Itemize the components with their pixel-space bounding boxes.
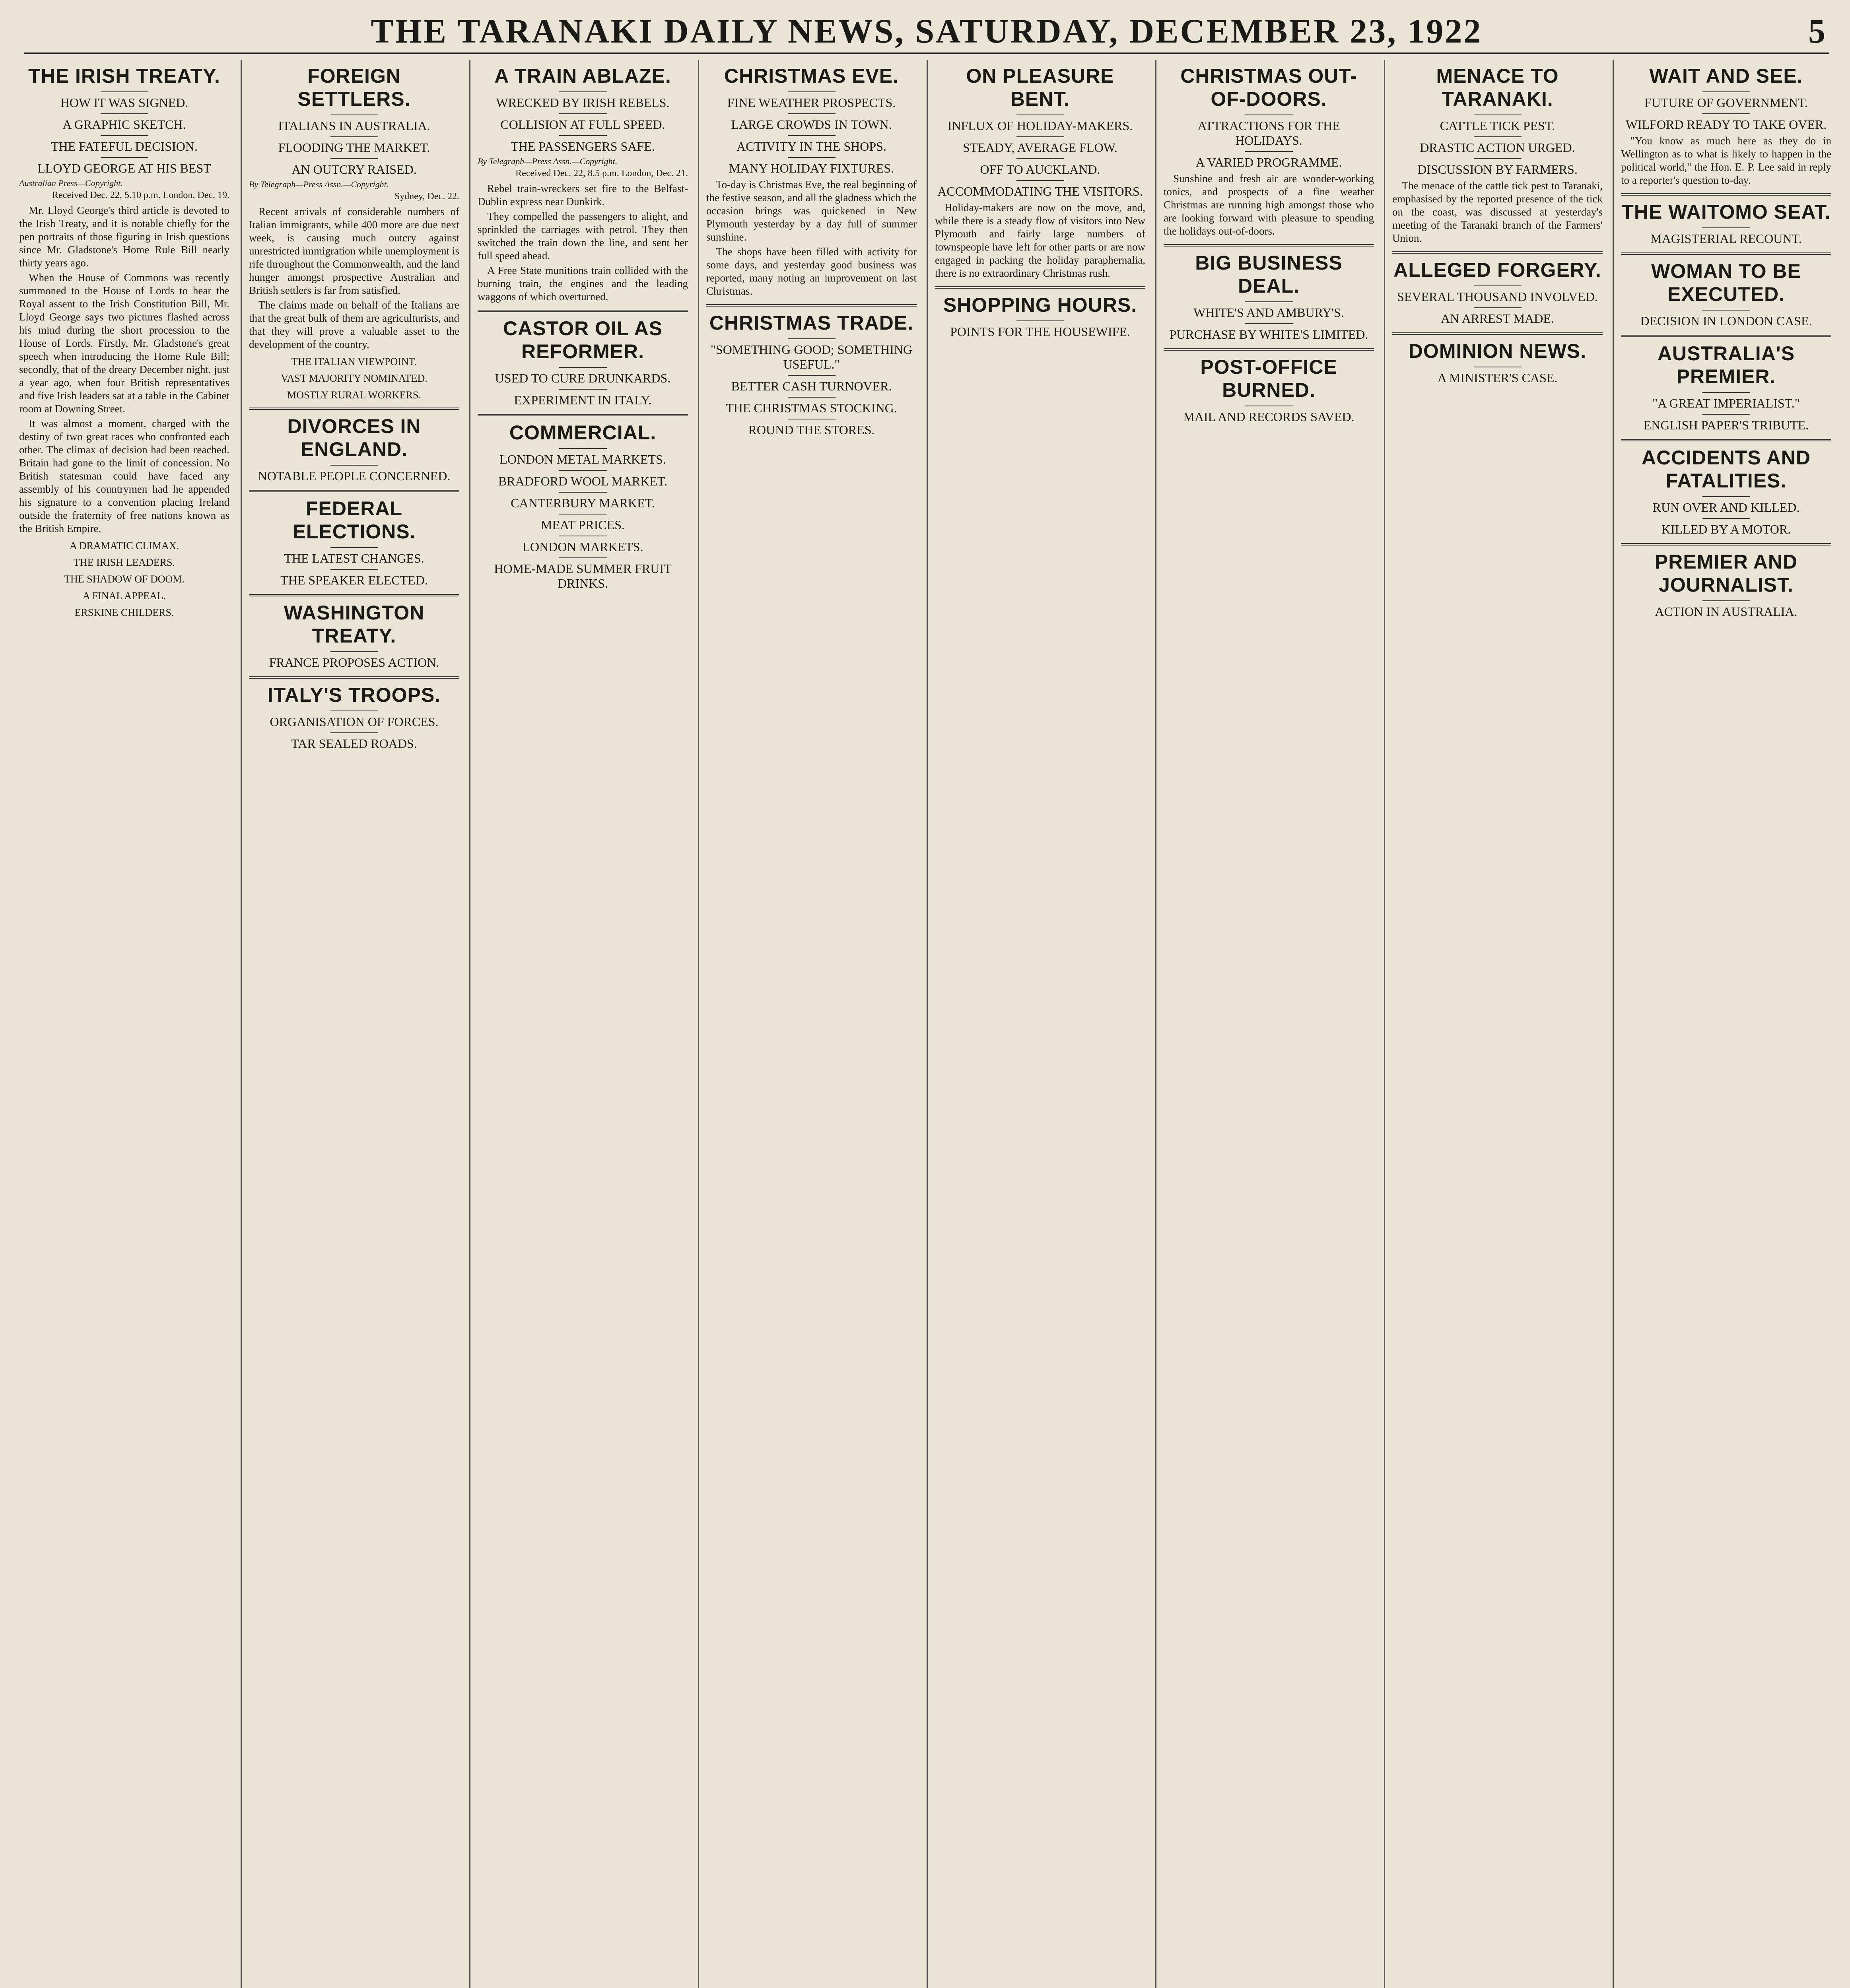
- article-headline: ALLEGED FORGERY.: [1393, 259, 1601, 281]
- masthead: [24, 8, 1829, 54]
- column-7: [1384, 60, 1610, 1988]
- article-headline: ACCIDENTS AND FATALITIES.: [1641, 447, 1811, 492]
- article-midhead: THE ITALIAN VIEWPOINT.: [291, 356, 417, 367]
- article-subhead: ACCOMMODATING THE VISITORS.: [937, 184, 1143, 198]
- article-midhead: A DRAMATIC CLIMAX.: [69, 540, 179, 551]
- article-headline: SHOPPING HOURS.: [943, 294, 1137, 316]
- article-midhead: ERSKINE CHILDERS.: [74, 607, 174, 618]
- article-subhead: A MINISTER'S CASE.: [1437, 371, 1558, 385]
- article-subhead: COLLISION AT FULL SPEED.: [500, 117, 665, 132]
- article-subhead: FLOODING THE MARKET.: [278, 140, 430, 155]
- article-subhead: DRASTIC ACTION URGED.: [1420, 140, 1575, 155]
- article-paragraph: A Free State munitions train collided with the burning train, the engines and the leading waggons of which overturned.: [478, 264, 688, 303]
- article: [1621, 64, 1831, 187]
- article: [1621, 335, 1831, 433]
- article: [249, 594, 459, 670]
- article: [935, 286, 1145, 339]
- article-paragraph: To-day is Christmas Eve, the real beginning of the festive season, and all the gladness which the occasion brings was quickened in New Plymouth yesterday by a day full of summer sunshine.: [706, 179, 917, 243]
- article-midhead: THE IRISH LEADERS.: [74, 557, 175, 568]
- article-dateline: Received Dec. 22, 5.10 p.m. London, Dec. 19.: [52, 190, 229, 200]
- article-headline: WOMAN TO BE EXECUTED.: [1651, 260, 1801, 305]
- article-midhead: VAST MAJORITY NOMINATED.: [281, 373, 428, 384]
- article: [1164, 244, 1374, 342]
- article-paragraph: It was almost a moment, charged with the destiny of two great races who confronted each other. The climax of decision had been reached. Britain had gone to the limit of concession. No British statesman could have faced any assembly of his countrymen had he appended his signature to a convention placing Ireland outside the fraternity of free nations known as the British Empire.: [19, 417, 229, 534]
- article-subhead: CATTLE TICK PEST.: [1440, 118, 1555, 133]
- column-5: [927, 60, 1152, 1988]
- article-paragraph: Sunshine and fresh air are wonder-working tonics, and prospects of a fine weather Christmas are running high amongst those who are looking forward with pleasure to spending the holidays out-of-doors.: [1164, 173, 1374, 237]
- column-4: [698, 60, 924, 1988]
- article-subhead: FINE WEATHER PROSPECTS.: [727, 95, 896, 110]
- article-paragraph: When the House of Commons was recently summoned to the House of Lords to hear the Royal assent to the Irish Constitution Bill, Mr. Lloyd George says two pictures flashed across his mind during the short procession to the House of Lords. Firstly, Mr. Gladstone's great speech when introducing the Home Rule Bill; secondly, that of the dreary December night, just a year ago, when four British representatives and five Irish leaders sat at a table in the Cabinet room at Downing Street.: [19, 272, 229, 415]
- article-subhead: ACTION IN AUSTRALIA.: [1655, 604, 1798, 619]
- article-byline: By Telegraph—Press Assn.—Copyright.: [478, 156, 618, 166]
- article-subhead: HOW IT WAS SIGNED.: [60, 95, 188, 110]
- article: [1621, 252, 1831, 328]
- article: [478, 310, 688, 408]
- article-headline: CASTOR OIL AS REFORMER.: [503, 317, 663, 363]
- article-headline: DIVORCES IN ENGLAND.: [287, 415, 421, 460]
- article-paragraph: "You know as much here as they do in Wellington as to what is likely to happen in the political world," the Hon. E. P. Lee said in reply to a reporter's question to-day.: [1621, 135, 1831, 186]
- article-headline: AUSTRALIA'S PREMIER.: [1657, 342, 1795, 388]
- article-subhead: INFLUX OF HOLIDAY-MAKERS.: [947, 118, 1133, 133]
- article: [1621, 193, 1831, 246]
- article-headline: WASHINGTON TREATY.: [284, 602, 425, 647]
- columns: [12, 60, 1841, 1988]
- article-subhead: WHITE'S AND AMBURY'S.: [1193, 305, 1344, 320]
- article-subhead: POINTS FOR THE HOUSEWIFE.: [950, 324, 1130, 339]
- article-subhead: A GRAPHIC SKETCH.: [62, 117, 186, 132]
- article-subhead: A VARIED PROGRAMME.: [1195, 155, 1342, 169]
- article-subhead: DISCUSSION BY FARMERS.: [1417, 162, 1578, 177]
- article-subhead: THE CHRISTMAS STOCKING.: [726, 401, 897, 415]
- article-subhead: THE FATEFUL DECISION.: [51, 139, 198, 153]
- article-subhead: MANY HOLIDAY FIXTURES.: [729, 161, 894, 175]
- article-headline: FEDERAL ELECTIONS.: [292, 497, 416, 543]
- article-subhead: ITALIANS IN AUSTRALIA.: [278, 118, 430, 133]
- article-paragraph: The menace of the cattle tick pest to Taranaki, emphasised by the reported presence of the tick on the coast, was discussed at yesterday's meeting of the Taranaki branch of the Farmers' Union.: [1392, 180, 1603, 244]
- article-subhead: STEADY, AVERAGE FLOW.: [963, 140, 1117, 155]
- article-paragraph: Recent arrivals of considerable numbers of Italian immigrants, while 400 more are due next week, is causing much outcry against unrestricted immigration while unemployment is rife throughout the Commonwealth, and the land hunger amongst prospective Australian and British settlers is far from satisfied.: [249, 206, 459, 296]
- article-subhead: LONDON MARKETS.: [522, 540, 643, 554]
- article-subhead: DECISION IN LONDON CASE.: [1640, 314, 1812, 328]
- article-headline: PREMIER AND JOURNALIST.: [1654, 551, 1798, 596]
- article-headline: ITALY'S TROOPS.: [267, 684, 441, 706]
- article-paragraph: Rebel train-wreckers set fire to the Belfast-Dublin express near Dunkirk.: [478, 182, 688, 208]
- article-headline: BIG BUSINESS DEAL.: [1195, 252, 1343, 297]
- article-subhead: FUTURE OF GOVERNMENT.: [1644, 95, 1808, 110]
- column-6: [1155, 60, 1381, 1988]
- article-byline: Australian Press—Copyright.: [19, 178, 123, 188]
- article-subhead: "A GREAT IMPERIALIST.": [1652, 396, 1800, 410]
- article-subhead: ACTIVITY IN THE SHOPS.: [737, 139, 886, 153]
- article-subhead: MAGISTERIAL RECOUNT.: [1650, 231, 1802, 246]
- column-3: [469, 60, 695, 1988]
- article-headline: CHRISTMAS TRADE.: [709, 312, 914, 334]
- article-headline: CHRISTMAS OUT-OF-DOORS.: [1180, 65, 1357, 110]
- article: [1621, 439, 1831, 537]
- article-subhead: FRANCE PROPOSES ACTION.: [269, 655, 439, 670]
- article: [706, 64, 917, 298]
- article: [1164, 348, 1374, 424]
- article-headline: A TRAIN ABLAZE.: [494, 65, 671, 87]
- article-paragraph: The shops have been filled with activity for some days, and yesterday good business was reported, many noting an improvement on last Christmas.: [706, 246, 917, 297]
- article-subhead: PURCHASE BY WHITE'S LIMITED.: [1169, 327, 1368, 342]
- article-headline: FOREIGN SETTLERS.: [297, 65, 411, 110]
- article: [249, 676, 459, 751]
- column-2: [241, 60, 466, 1988]
- article-subhead: BETTER CASH TURNOVER.: [731, 379, 892, 393]
- article-subhead: HOME-MADE SUMMER FRUIT DRINKS.: [494, 561, 672, 590]
- article: [935, 64, 1145, 280]
- article-headline: THE IRISH TREATY.: [28, 65, 220, 87]
- article-subhead: USED TO CURE DRUNKARDS.: [495, 371, 671, 385]
- article-headline: MENACE TO TARANAKI.: [1436, 65, 1559, 110]
- article-subhead: BRADFORD WOOL MARKET.: [498, 474, 668, 488]
- article-subhead: WILFORD READY TO TAKE OVER.: [1625, 117, 1827, 132]
- article-subhead: ATTRACTIONS FOR THE HOLIDAYS.: [1197, 118, 1340, 148]
- article-subhead: MAIL AND RECORDS SAVED.: [1183, 410, 1354, 424]
- article-subhead: THE LATEST CHANGES.: [284, 551, 424, 565]
- article-midhead: MOSTLY RURAL WORKERS.: [287, 389, 421, 401]
- article-subhead: SEVERAL THOUSAND INVOLVED.: [1397, 289, 1598, 304]
- article-subhead: LARGE CROWDS IN TOWN.: [731, 117, 892, 132]
- column-1: [12, 60, 237, 1988]
- masthead-title: THE TARANAKI DAILY NEWS, SATURDAY, DECEMBER 23, 1922: [371, 12, 1483, 50]
- article-subhead: AN OUTCRY RAISED.: [291, 162, 417, 177]
- article-headline: POST-OFFICE BURNED.: [1200, 356, 1337, 401]
- article-dateline: Received Dec. 22, 8.5 p.m. London, Dec. 21.: [515, 168, 688, 179]
- article-dateline: Sydney, Dec. 22.: [394, 191, 459, 202]
- article-paragraph: Holiday-makers are now on the move, and, while there is a steady flow of visitors into New Plymouth and fairly large numbers of townspeople have left for other parts or are now engaged in packing the holiday paraphernalia, there is no extraordinary Christmas rush.: [935, 202, 1145, 279]
- article-subhead: THE PASSENGERS SAFE.: [511, 139, 655, 153]
- article-midhead: A FINAL APPEAL.: [82, 590, 166, 602]
- article-subhead: CANTERBURY MARKET.: [511, 496, 655, 510]
- article-subhead: MEAT PRICES.: [540, 518, 625, 532]
- article-subhead: AN ARREST MADE.: [1441, 311, 1554, 326]
- article: [1621, 543, 1831, 619]
- article-subhead: WRECKED BY IRISH REBELS.: [496, 95, 670, 110]
- column-8: [1613, 60, 1838, 1988]
- article-headline: CHRISTMAS EVE.: [724, 65, 899, 87]
- article-subhead: OFF TO AUCKLAND.: [980, 162, 1100, 177]
- article-subhead: RUN OVER AND KILLED.: [1652, 500, 1800, 514]
- article: [1164, 64, 1374, 238]
- article: [1392, 332, 1603, 385]
- article-subhead: EXPERIMENT IN ITALY.: [514, 393, 652, 407]
- article-subhead: NOTABLE PEOPLE CONCERNED.: [258, 469, 451, 483]
- article: [478, 414, 688, 591]
- article-headline: WAIT AND SEE.: [1649, 65, 1803, 87]
- article: [249, 490, 459, 588]
- article: [706, 304, 917, 437]
- article-subhead: ORGANISATION OF FORCES.: [270, 714, 439, 729]
- article: [249, 408, 459, 483]
- article: [1392, 251, 1603, 326]
- article-paragraph: Mr. Lloyd George's third article is devoted to the Irish Treaty, and it is notable chiefly for the pen portraits of those figuring in Irish questions since Mr. Gladstone's Home Rule Bill nearly thirty years ago.: [19, 204, 229, 269]
- article-subhead: THE SPEAKER ELECTED.: [280, 573, 428, 587]
- article-headline: DOMINION NEWS.: [1408, 340, 1587, 362]
- article-subhead: LLOYD GEORGE AT HIS BEST: [37, 161, 211, 175]
- article: [249, 64, 459, 401]
- article-subhead: TAR SEALED ROADS.: [291, 736, 417, 751]
- article-headline: THE WAITOMO SEAT.: [1621, 201, 1831, 223]
- article-paragraph: They compelled the passengers to alight, and sprinkled the carriages with petrol. They then switched the train down the line, and sent her full speed ahead.: [478, 210, 688, 262]
- article-subhead: "SOMETHING GOOD; SOMETHING USEFUL.": [710, 342, 913, 371]
- article-midhead: THE SHADOW OF DOOM.: [64, 573, 185, 585]
- article-subhead: LONDON METAL MARKETS.: [499, 452, 666, 466]
- article: [1392, 64, 1603, 245]
- article: [19, 64, 229, 619]
- article-subhead: KILLED BY A MOTOR.: [1661, 522, 1791, 536]
- article-byline: By Telegraph—Press Assn.—Copyright.: [249, 179, 389, 189]
- article-subhead: ROUND THE STORES.: [748, 423, 875, 437]
- article: [478, 64, 688, 303]
- article-headline: ON PLEASURE BENT.: [966, 65, 1114, 110]
- article-paragraph: The claims made on behalf of the Italians are that the great bulk of them are agriculturists, and that they will prove a valuable asset to the development of the country.: [249, 299, 459, 350]
- article-subhead: ENGLISH PAPER'S TRIBUTE.: [1643, 418, 1809, 432]
- page-number: 5: [1808, 12, 1825, 50]
- article-headline: COMMERCIAL.: [509, 421, 657, 444]
